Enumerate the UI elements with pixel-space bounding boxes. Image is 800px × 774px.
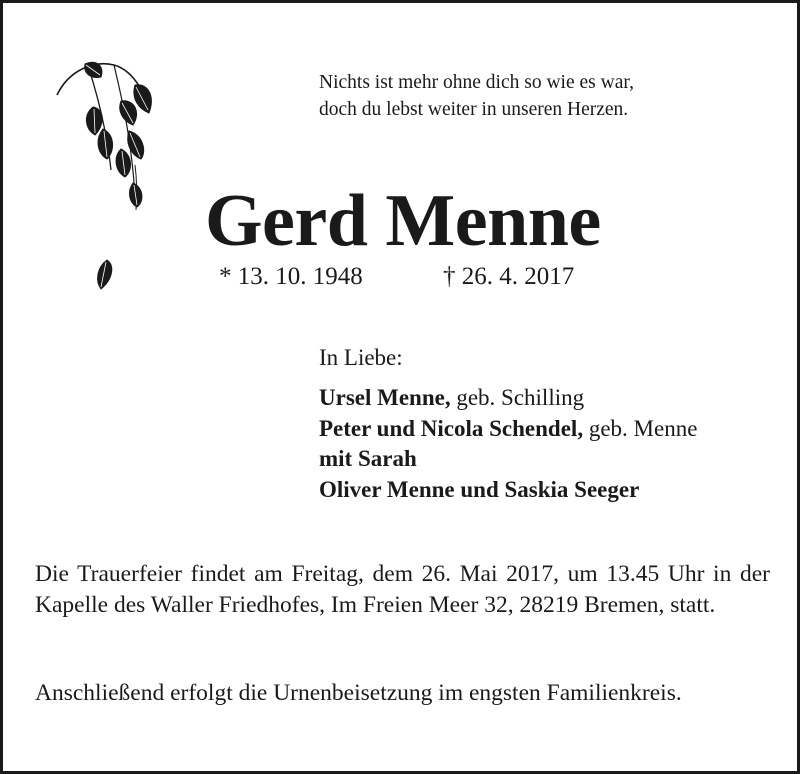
service-details: Die Trauerfeier findet am Freitag, dem 26. Mai 2017, um 13.45 Uhr in der Kapelle des Waller Friedhofes, Im Freien Meer 32, 28219 Bremen, statt. xyxy=(35,561,770,618)
mourners-intro: In Liebe: xyxy=(319,345,403,370)
mourner-line xyxy=(319,383,697,414)
death-date: † 26. 4. 2017 xyxy=(443,263,575,290)
verse-line: Nichts ist mehr ohne dich so wie es war, xyxy=(319,72,634,93)
verse xyxy=(319,69,634,123)
mourner-line xyxy=(319,475,697,506)
birth-date: * 13. 10. 1948 xyxy=(219,263,363,290)
mourner-line xyxy=(319,414,697,445)
burial-note: Anschließend erfolgt die Urnenbeisetzung im engsten Familienkreis. xyxy=(35,680,682,706)
mourner-name: mit Sarah xyxy=(319,446,417,471)
mourner-name: Ursel Menne, xyxy=(319,385,451,410)
birch-branch-icon xyxy=(49,55,169,300)
mourner-name: Peter und Nicola Schendel, xyxy=(319,415,584,441)
mourners-list xyxy=(319,383,697,505)
mourner-note: geb. Schilling xyxy=(450,385,585,410)
mourner-name: Oliver Menne und Saskia Seeger xyxy=(319,476,640,502)
mourner-note: geb. Menne xyxy=(583,415,698,441)
mourner-line xyxy=(319,444,697,475)
verse-line: doch du lebst weiter in unseren Herzen. xyxy=(319,99,629,120)
deceased-name: Gerd Menne xyxy=(205,180,601,262)
